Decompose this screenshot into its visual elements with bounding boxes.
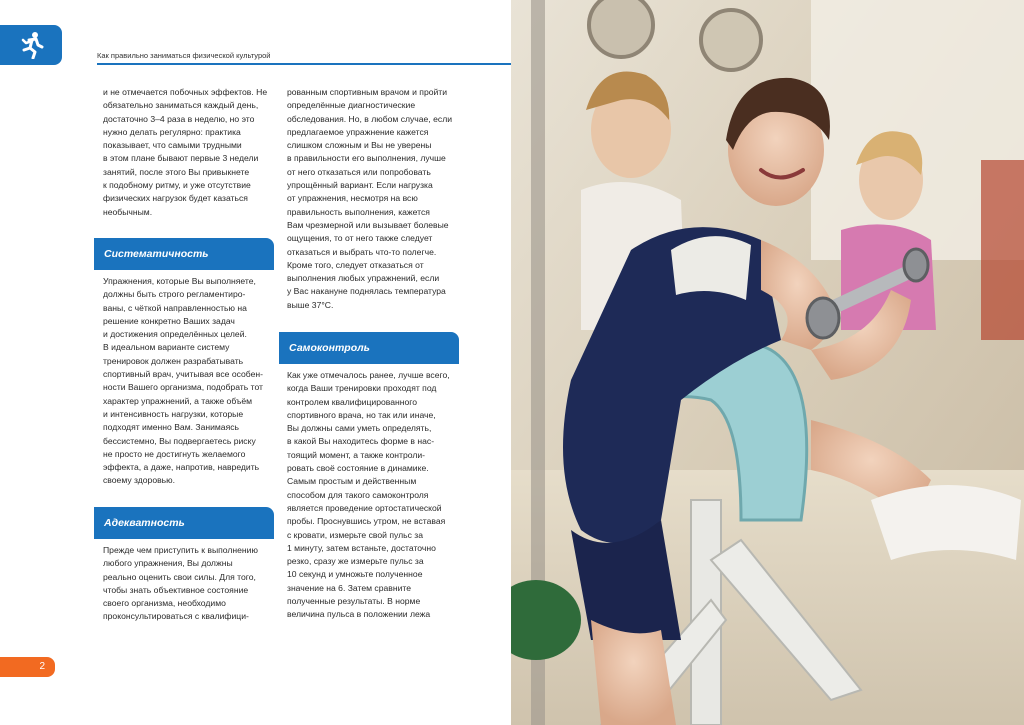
continued-paragraph: рованным спортивным врачом и пройти определённые диагностические обследования. Но, в любом случае, если предлагаемое упражнение кажется слишком сложным и Вы не уверены в правильности его выполнения, лучше от него отказаться или попробовать упрощённый вариант. Если нагрузка от упражнения, несмотря на всю правильность выполнения, кажется Вам чрезмерной или вызывает болевые ощущения, то от него также следует отказаться и выбрать что-то полегче. Кроме того, следует отказаться от выполнения любых упражнений, если у Вас накануне поднялась температура выше 37°С. [287,87,453,310]
header-divider [97,63,511,65]
intro-paragraph: и не отмечается побочных эффектов. Не обязательно заниматься каждый день, достаточно 3–4 раза в неделю, но это нужно делать регулярно: практика показывает, что самыми трудными в этом плане бывают первые 3 недели занятий, после этого Вы привыкнете к подобному ритму, и уже отсутствие физических нагрузок будет казаться необычным. [103,87,268,217]
section-heading-systematicity: Систематичность [94,238,274,270]
self-control-text [287,369,462,622]
systematicity-text [103,275,275,488]
text-column-1 [103,86,275,219]
adequacy-paragraph: Прежде чем приступить к выполнению любого упражнения, Вы должны реально оценить свои силы. Для того, чтобы знать объективное состояние своего организма, необходимо проконсультироваться с квалифици- [103,545,258,622]
self-control-paragraph: Как уже отмечалось ранее, лучше всего, когда Ваши тренировки проходят под контролем квалифицированного спортивного врача, но так или иначе, Вы должны сами уметь определять, в какой Вы находитесь форме в нас- тоящий момент, а также контроли- ровать своё состояние в динамике. Самым простым и действенным способом для такого самоконтроля является проведение ортостатической пробы. Проснувшись утром, не вставая с кровати, измерьте свой пульс за 1 минуту, затем встаньте, достаточно резко, сразу же измерьте пульс за 10 секунд и умножьте полученное значение на 6. Затем сравните полученные результаты. В норме величина пульса в положении лежа [287,370,450,620]
running-header: Как правильно заниматься физической культурой [97,51,271,60]
left-page [0,0,511,725]
adequacy-text [103,544,275,624]
systematicity-paragraph: Упражнения, которые Вы выполняете, должны быть строго регламентиро- ваны, с чёткой направленностью на решение конкретно Ваших задач и достижения определённых целей. В идеальном варианте систему тренировок должен разрабатывать спортивный врач, учитывая все особен- ности Вашего организма, подобрать тот характер упражнений, а также объём и интенсивность нагрузки, которые подходят именно Вам. Занимаясь бессистемно, Вы подвергаетесь риску не просто не достигнуть желаемого эффекта, а даже, напротив, навредить своему здоровью. [103,276,263,486]
runner-icon [20,31,44,59]
gym-photo-illustration [511,0,1024,725]
section-heading-self-control: Самоконтроль [279,332,459,364]
section-heading-adequacy: Адекватность [94,507,274,539]
page-number: 2 [0,657,55,677]
gym-photo [511,0,1024,725]
text-column-2 [287,86,462,312]
logo-badge [0,25,62,65]
